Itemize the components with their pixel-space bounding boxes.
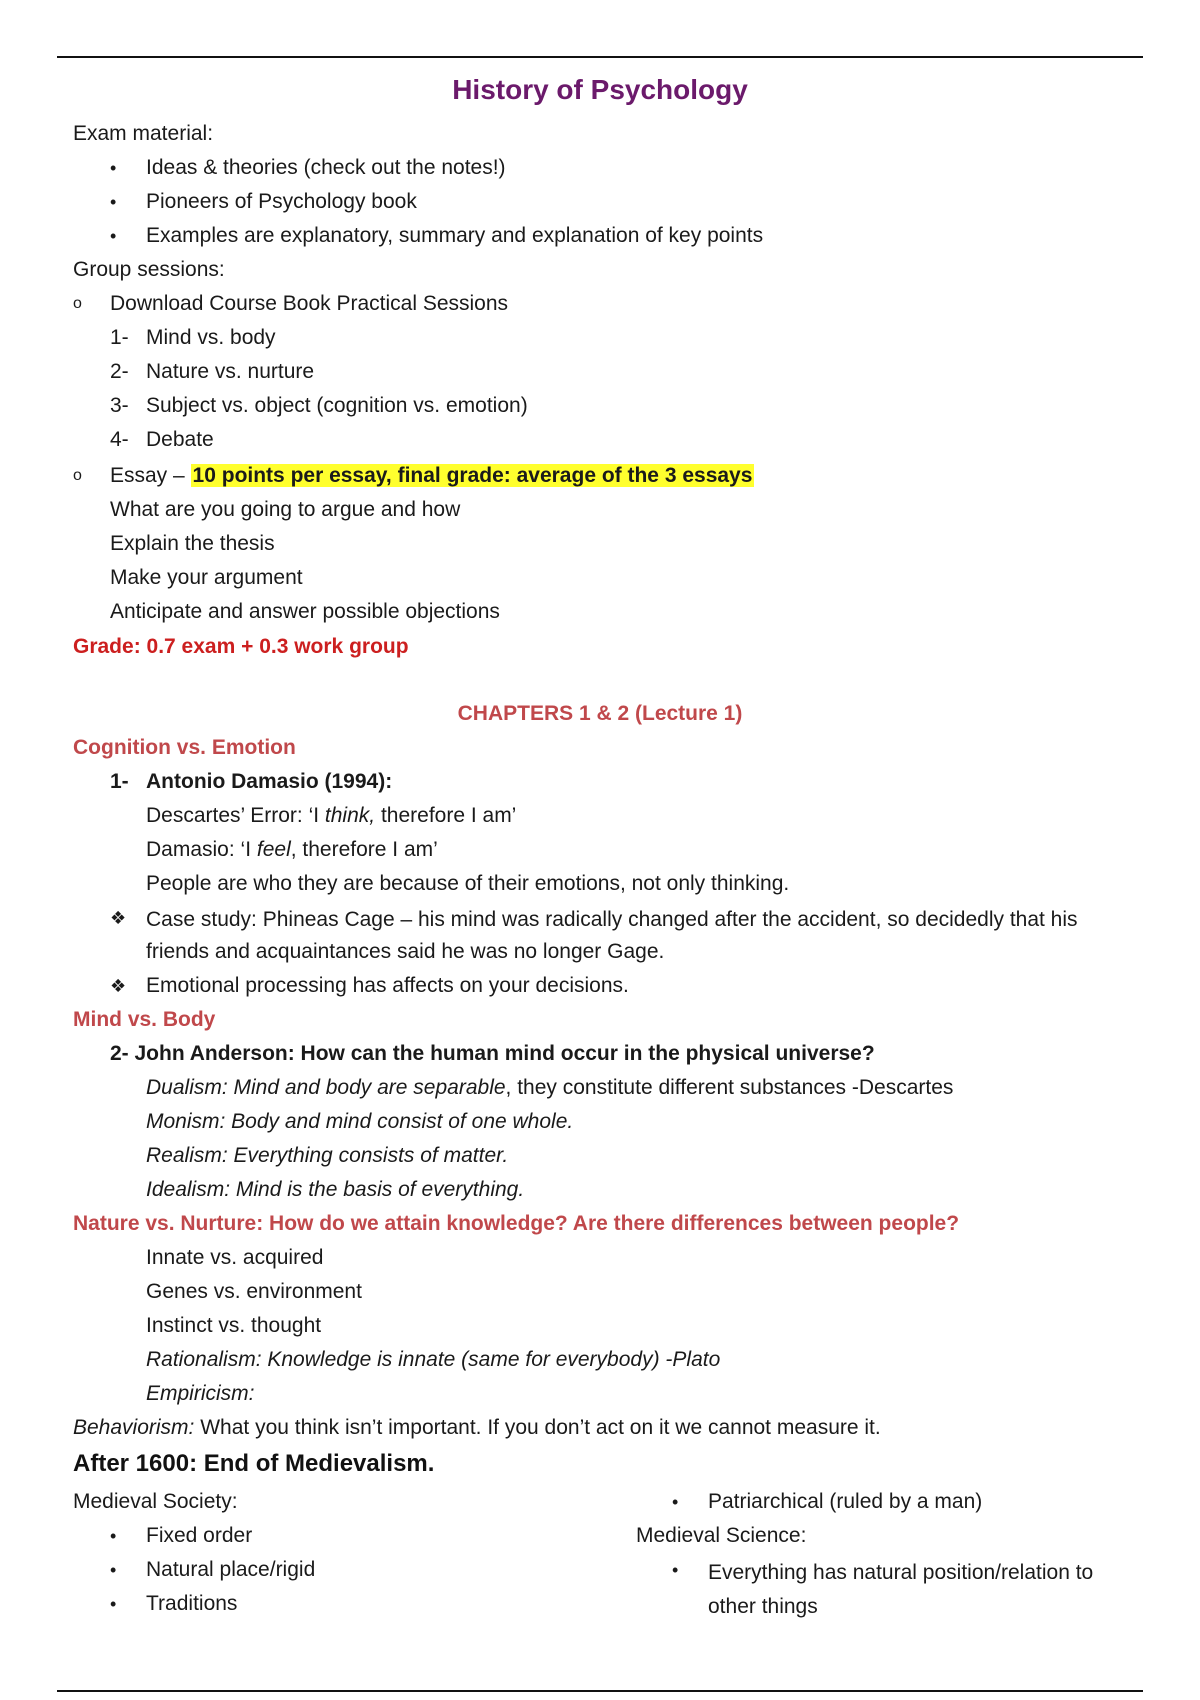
society-label: Medieval Society:: [73, 1490, 238, 1513]
dualism-a: Dualism: Mind and body are separable: [146, 1076, 506, 1099]
descartes-c: therefore I am’: [375, 804, 517, 827]
essay-step: Anticipate and answer possible objections: [110, 600, 500, 623]
essay-line: [110, 462, 754, 490]
list-item: Examples are explanatory, summary and explanation of key points: [146, 224, 764, 247]
item-number: 1-: [110, 770, 129, 793]
patriarchical-item: Patriarchical (ruled by a man): [708, 1490, 983, 1513]
bullet-icon: •: [110, 226, 117, 246]
science-item: Everything has natural position/relation to other things: [708, 1561, 1094, 1618]
list-item: Ideas & theories (check out the notes!): [146, 156, 506, 179]
bullet-icon: •: [672, 1560, 679, 1580]
descartes-quote: [146, 802, 516, 830]
session-number: 1-: [110, 326, 129, 349]
empiricism-line: Empiricism:: [146, 1382, 255, 1405]
medieval-heading: After 1600: End of Medievalism.: [73, 1450, 435, 1477]
people-line: People are who they are because of their emotions, not only thinking.: [146, 872, 790, 895]
bottom-rule: [57, 1690, 1143, 1692]
damasio-c: , therefore I am’: [290, 838, 438, 861]
bullet-icon: •: [110, 1594, 117, 1614]
behaviorism-a: Behaviorism:: [73, 1416, 195, 1439]
download-item: Download Course Book Practical Sessions: [110, 292, 509, 315]
innate-line: Innate vs. acquired: [146, 1246, 324, 1269]
society-item: Fixed order: [146, 1524, 253, 1547]
descartes-think: think,: [324, 804, 376, 827]
list-item: Pioneers of Psychology book: [146, 190, 417, 213]
idealism-line: Idealism: Mind is the basis of everything.: [146, 1178, 525, 1201]
diamond-bullet-icon: ❖: [110, 976, 127, 996]
society-item: Traditions: [146, 1592, 238, 1615]
page-title: History of Psychology: [452, 74, 748, 105]
society-item: Natural place/rigid: [146, 1558, 316, 1581]
session-text: Subject vs. object (cognition vs. emotion): [146, 394, 528, 417]
bullet-icon: •: [672, 1492, 679, 1512]
circle-bullet-icon: o: [73, 295, 82, 312]
damasio-quote: [146, 836, 438, 864]
rationalism-line: Rationalism: Knowledge is innate (same for everybody) -Plato: [146, 1348, 721, 1371]
bullet-icon: •: [110, 192, 117, 212]
descartes-a: Descartes’ Error: ‘I: [146, 804, 325, 827]
diamond-bullet-icon: ❖: [110, 908, 127, 928]
genes-line: Genes vs. environment: [146, 1280, 362, 1303]
grade-line: Grade: 0.7 exam + 0.3 work group: [73, 635, 409, 658]
group-label: Group sessions:: [73, 258, 225, 281]
nature-heading: Nature vs. Nurture: How do we attain knowledge? Are there differences between people?: [73, 1212, 960, 1235]
circle-bullet-icon: o: [73, 467, 82, 484]
bullet-icon: •: [110, 158, 117, 178]
dualism-b: , they constitute different substances -Descartes: [505, 1076, 954, 1099]
exam-label: Exam material:: [73, 122, 214, 145]
session-number: 4-: [110, 428, 129, 451]
behaviorism-line: [73, 1414, 881, 1442]
session-number: 3-: [110, 394, 129, 417]
damasio-author: Antonio Damasio (1994):: [146, 770, 393, 793]
session-text: Nature vs. nurture: [146, 360, 315, 383]
dualism-line: [146, 1074, 953, 1102]
essay-highlight: 10 points per essay, final grade: average of the 3 essays: [192, 464, 753, 487]
essay-step: Explain the thesis: [110, 532, 275, 555]
mind-heading: Mind vs. Body: [73, 1008, 216, 1031]
anderson-line: 2- John Anderson: How can the human mind occur in the physical universe?: [110, 1042, 875, 1065]
processing-line: Emotional processing has affects on your decisions.: [146, 974, 629, 997]
essay-step: What are you going to argue and how: [110, 498, 461, 521]
session-number: 2-: [110, 360, 129, 383]
realism-line: Realism: Everything consists of matter.: [146, 1144, 509, 1167]
chapters-heading: CHAPTERS 1 & 2 (Lecture 1): [457, 702, 743, 725]
cognition-heading: Cognition vs. Emotion: [73, 736, 296, 759]
case-study: Case study: Phineas Cage – his mind was radically changed after the accident, so decidedly that his friends and acquaintances said he was no longer Gage.: [146, 908, 1078, 963]
damasio-feel: feel: [256, 838, 291, 861]
bullet-icon: •: [110, 1560, 117, 1580]
damasio-a: Damasio: ‘I: [146, 838, 257, 861]
science-label: Medieval Science:: [636, 1524, 807, 1547]
behaviorism-b: What you think isn’t important. If you don’t act on it we cannot measure it.: [194, 1416, 881, 1439]
session-text: Mind vs. body: [146, 326, 276, 349]
instinct-line: Instinct vs. thought: [146, 1314, 322, 1337]
essay-step: Make your argument: [110, 566, 303, 589]
essay-prefix: Essay –: [110, 464, 191, 487]
top-rule: [57, 56, 1143, 58]
bullet-icon: •: [110, 1526, 117, 1546]
monism-line: Monism: Body and mind consist of one whole.: [146, 1110, 574, 1133]
session-text: Debate: [146, 428, 214, 451]
